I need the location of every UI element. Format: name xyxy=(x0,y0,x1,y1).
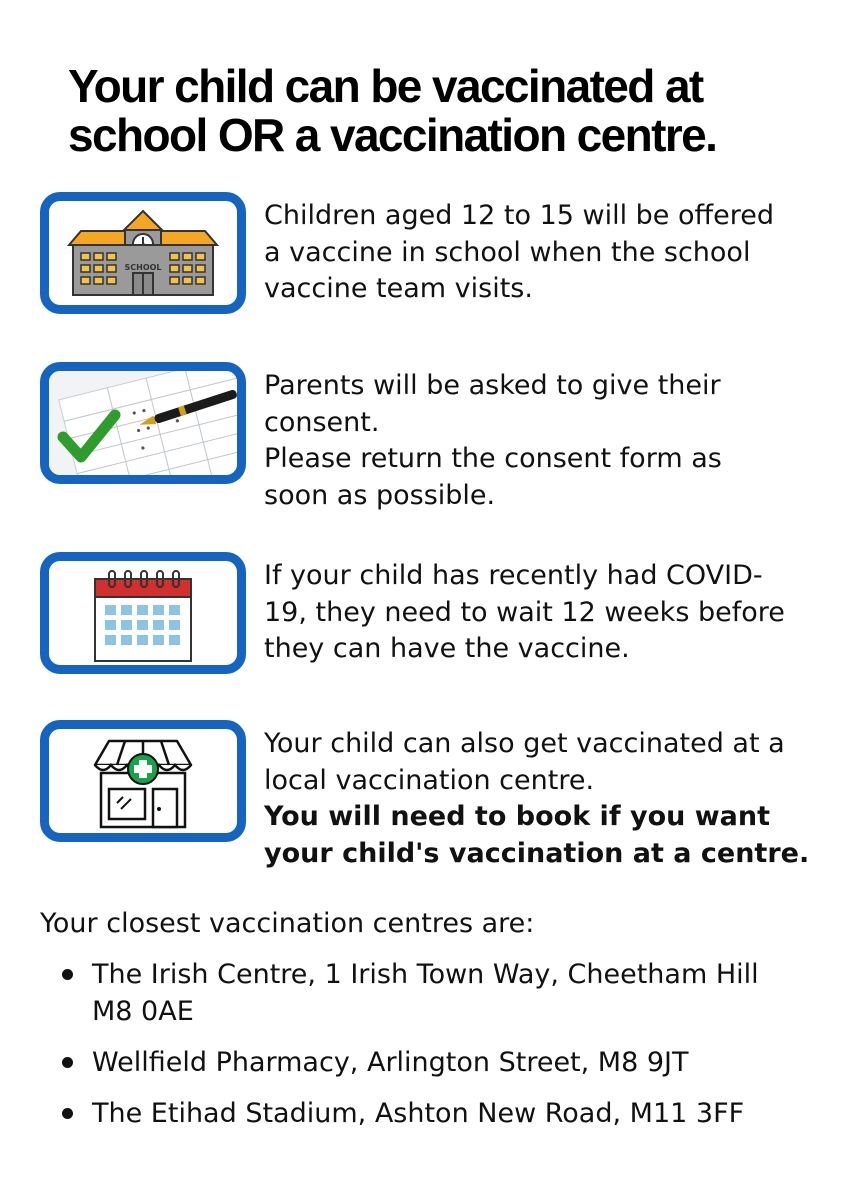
icon-frame xyxy=(40,362,246,484)
centres-intro: Your closest vaccination centres are: xyxy=(40,908,535,939)
text-line: vaccine team visits. xyxy=(264,273,533,304)
text-line: Parents will be asked to give their xyxy=(264,370,721,401)
school-building-icon xyxy=(49,201,237,305)
booking-notice: You will need to book if you want xyxy=(264,801,771,832)
centre-address: Wellfield Pharmacy, Arlington Street, M8 9JT xyxy=(92,1047,689,1078)
icon-frame xyxy=(40,720,246,842)
list-item xyxy=(52,1044,822,1081)
row-text xyxy=(264,368,824,514)
text-line: Children aged 12 to 15 will be offered xyxy=(264,200,774,231)
centre-address: The Etihad Stadium, Ashton New Road, M11 3FF xyxy=(92,1098,745,1129)
page-title xyxy=(68,62,808,160)
booking-notice: your child's vaccination at a centre. xyxy=(264,837,810,869)
calendar-icon xyxy=(49,561,237,665)
bullet-icon xyxy=(62,1108,73,1119)
icon-frame xyxy=(40,552,246,674)
text-line: 19, they need to wait 12 weeks before xyxy=(264,596,785,628)
centres-list xyxy=(52,956,822,1146)
text-line: they can have the vaccine. xyxy=(264,633,630,664)
pharmacy-shop-icon xyxy=(49,729,237,833)
text-line: a vaccine in school when the school xyxy=(264,236,751,268)
title-line: school OR a vaccination centre. xyxy=(68,109,717,161)
title-line: Your child can be vaccinated at xyxy=(68,60,703,112)
consent-form-checkmark-icon xyxy=(49,371,237,475)
bullet-icon xyxy=(62,969,73,980)
text-line: Please return the consent form as xyxy=(264,443,722,474)
text-line: local vaccination centre. xyxy=(264,764,595,796)
school-sign: SCHOOL xyxy=(124,263,162,272)
list-item xyxy=(52,956,822,1030)
row-text xyxy=(264,558,824,668)
text-line: If your child has recently had COVID- xyxy=(264,560,763,591)
text-line: consent. xyxy=(264,406,380,438)
bullet-icon xyxy=(62,1057,73,1068)
list-item xyxy=(52,1095,822,1132)
centre-address: The Irish Centre, 1 Irish Town Way, Cheetham Hill xyxy=(92,959,759,990)
row-text xyxy=(264,198,824,308)
row-text xyxy=(264,726,824,872)
text-line: Your child can also get vaccinated at a xyxy=(264,728,785,759)
text-line: soon as possible. xyxy=(264,479,496,511)
centre-address: M8 0AE xyxy=(92,996,194,1027)
icon-frame xyxy=(40,192,246,314)
